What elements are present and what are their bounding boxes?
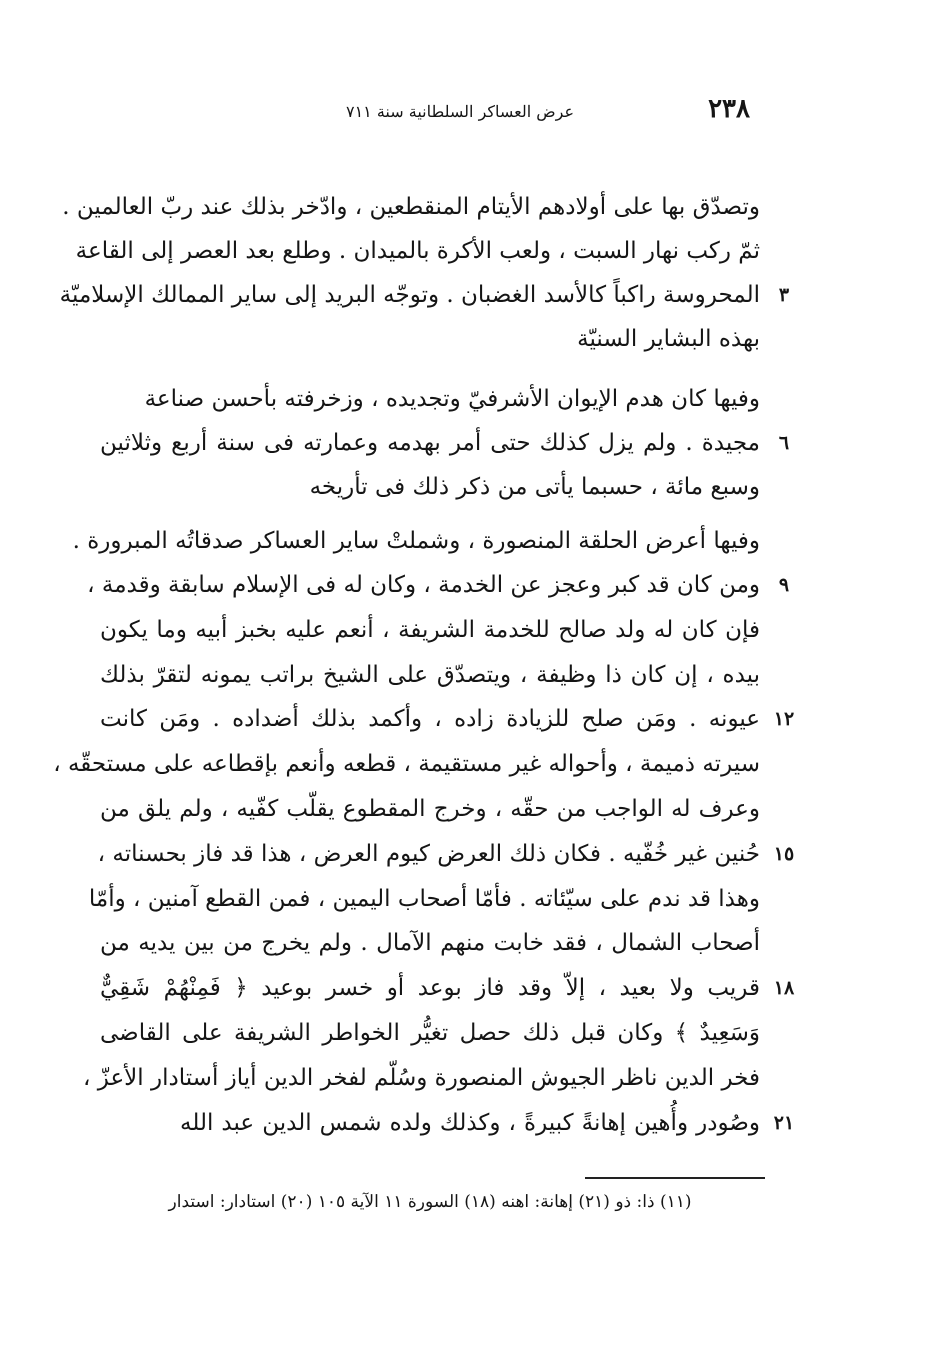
text-line: وفيها كان هدم الإيوان الأشرفيّ وتجديده ، وزخرفته بأحسن صناعة [144, 386, 760, 412]
text-line: قريب ولا بعيد ، إلاّ وقد فاز بوعد أو خسر بوعيد ﴿ فَمِنْهُمْ شَقِيٌّ [100, 975, 760, 1001]
text-line: بهذه البشاير السنيّة [577, 326, 760, 352]
text-line: المحروسة راكباً كالأسد الغضبان . وتوجّه البريد إلى ساير الممالك الإسلاميّة [59, 282, 760, 308]
text-line: مجيدة . ولم يزل كذلك حتى أمر بهدمه وعمارته فى سنة أربع وثلاثين [100, 430, 760, 456]
page-header [290, 94, 760, 128]
text-line: عيونه . ومَن صلح للزيادة زاده ، وأكمد بذلك أضداده . ومَن كانت [100, 706, 760, 732]
page-number: ٢٣٨ [708, 94, 750, 124]
text-line: وهذا قد ندم على سيّئاته . فأمّا أصحاب اليمين ، فمن القطع آمنين ، وأمّا [88, 886, 760, 912]
footnote: (١١) ذا: ذو (٢١) إهانة: اهنه (١٨) السورة ١١ الآية ١٠٥ (٢٠) استادار: استدار [168, 1192, 692, 1212]
text-line: وفيها أعرض الحلقة المنصورة ، وشملتْ ساير العساكر صدقاتُه المبرورة . [72, 528, 760, 554]
text-line: سيرته ذميمة ، وأحواله غير مستقيمة ، قطعه وأنعم بإقطاعه على مستحقّه ، [53, 751, 760, 777]
running-title: عرض العساكر السلطانية سنة ٧١١ [345, 102, 575, 121]
footnote-divider [585, 1177, 765, 1179]
text-line: أصحاب الشمال ، فقد خابت منهم الآمال . ولم يخرج من بين يديه من [100, 930, 760, 956]
text-line: وصُودر وأُهين إهانةً كبيرةً ، وكذلك ولده شمس الدين عبد الله [180, 1110, 760, 1136]
text-line: وَسَعِيدٌ ﴾ وكان قبل ذلك حصل تغيُّر الخواطر الشريفة على القاضى [100, 1020, 760, 1046]
line-number: ٣ [778, 284, 790, 306]
line-number: ٦ [778, 432, 790, 454]
text-line: ومن كان قد كبر وعجز عن الخدمة ، وكان له فى الإسلام سابقة وقدمة ، [87, 572, 760, 598]
text-line: وتصدّق بها على أولادهم الأيتام المنقطعين ، وادّخر بذلك عند ربّ العالمين . [62, 194, 760, 220]
line-number: ١٥ [773, 843, 795, 865]
line-number: ٩ [778, 574, 790, 596]
text-line: وسبع مائة ، حسبما يأتى من ذكر ذلك فى تأريخه [309, 474, 760, 500]
text-line: فخر الدين ناظر الجيوش المنصورة وسُلّم لفخر الدين أياز أستادار الأعزّ ، [83, 1065, 760, 1091]
text-line: وعرف له الواجب من حقّه ، وخرج المقطوع يقلّب كفّيه ، ولم يلق من [100, 796, 760, 822]
text-line: بيده ، إن كان ذا وظيفة ، ويتصدّق على الشيخ براتب يمونه لتقرّ بذلك [100, 662, 760, 688]
text-line: ثمّ ركب نهار السبت ، ولعب الأكرة بالميدان . وطلع بعد العصر إلى القاعة [75, 238, 760, 264]
line-number: ٢١ [773, 1112, 795, 1134]
line-number: ١٢ [773, 708, 795, 730]
text-line: فإن كان له ولد صالح للخدمة الشريفة ، أنعم عليه بخبز أبيه وما يكون [100, 617, 760, 643]
line-number: ١٨ [773, 977, 795, 999]
text-line: حُنين غير خُفّيه . فكان ذلك العرض كيوم العرض ، هذا قد فاز بحسناته ، [97, 841, 760, 867]
